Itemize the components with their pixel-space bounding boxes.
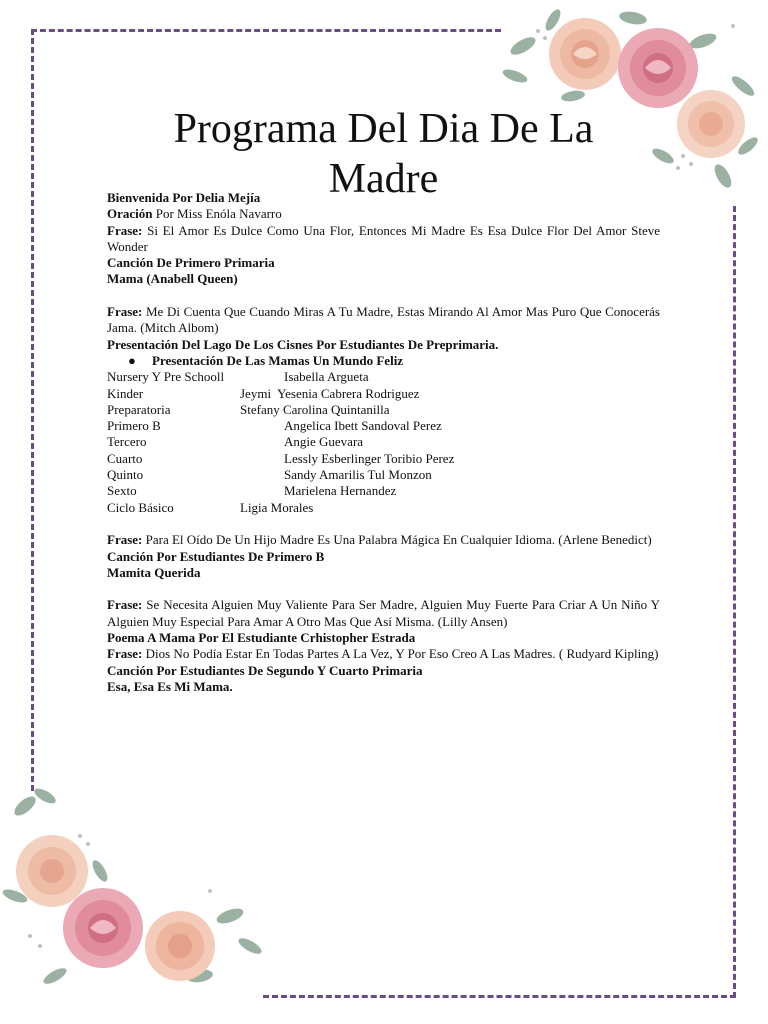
song-name: Mama (Anabell Queen): [107, 271, 238, 287]
participant-grade: Cuarto: [107, 450, 143, 466]
participant-row: [107, 483, 660, 499]
welcome-text: Bienvenida Por Delia Mejía: [107, 190, 261, 205]
frame-border-bottom: [263, 995, 736, 998]
participant-row: [107, 418, 660, 434]
quote-3: [107, 532, 660, 548]
participant-name: Ligia Morales: [240, 499, 314, 515]
participant-row: [107, 500, 660, 516]
participant-name: Angie Guevara: [284, 434, 364, 450]
song-title: Canción De Primero Primaria: [107, 255, 275, 271]
participant-row: [107, 467, 660, 483]
frame-border-top: [31, 29, 501, 32]
quote-text: Dios No Podía Estar En Todas Partes A La Vez, Y Por Eso Creo A Las Madres. ( Rudyard Kipling): [142, 646, 659, 662]
quote-label: Frase:: [107, 222, 143, 238]
participant-name: Sandy Amarilis Tul Monzon: [284, 467, 432, 483]
page-title-line-1: Programa Del Dia De La: [173, 106, 594, 153]
prayer-label: Oración: [107, 206, 153, 222]
participant-grade: Sexto: [107, 483, 137, 499]
participant-name: Jeymi Yesenia Cabrera Rodriguez: [240, 385, 420, 401]
quote-2: [107, 304, 660, 337]
quote-label: Frase:: [107, 646, 143, 662]
frame-border-right: [733, 206, 736, 998]
quote-4: [107, 597, 660, 630]
page-title-line-2: Madre: [328, 156, 439, 203]
quote-text: Me Di Cuenta Que Cuando Miras A Tu Madre, Estas Mirando Al Amor Mas Puro Que Conocerás Jama. (Mitch Albom): [107, 304, 660, 336]
participant-grade: Nursery Y Pre Schooll: [107, 369, 225, 385]
quote-label: Frase:: [107, 597, 143, 613]
welcome-item: [107, 190, 660, 206]
song-name: Mamita Querida: [107, 564, 201, 580]
prayer-text: Por Miss Enóla Navarro: [152, 206, 282, 222]
participant-row: [107, 402, 660, 418]
bullet-icon: ●: [128, 352, 136, 368]
frame-border-left: [31, 29, 34, 791]
song-title: Canción Por Estudiantes De Primero B: [107, 548, 325, 564]
mothers-presentation: [107, 353, 660, 516]
song-3: [107, 663, 660, 696]
poem-item: [107, 630, 660, 646]
participant-name: Isabella Argueta: [284, 369, 369, 385]
prayer-item: [107, 206, 660, 222]
participant-name: Stefany Carolina Quintanilla: [240, 401, 390, 417]
program-content: [107, 190, 660, 712]
participant-grade: Preparatoria: [107, 401, 171, 417]
participant-row: [107, 451, 660, 467]
bullet-text: Presentación De Las Mamas Un Mundo Feliz: [152, 352, 404, 368]
rose-bouquet-icon: [0, 786, 270, 998]
poem-text: Poema A Mama Por El Estudiante Crhistopher Estrada: [107, 630, 416, 646]
participant-grade: Quinto: [107, 467, 144, 483]
participant-row: [107, 386, 660, 402]
quote-label: Frase:: [107, 304, 143, 320]
song-2: [107, 549, 660, 582]
swan-lake-presentation: [107, 337, 660, 353]
song-1: [107, 255, 660, 288]
quote-text: Para El Oído De Un Hijo Madre Es Una Palabra Mágica En Cualquier Idioma. (Arlene Benedict): [142, 532, 652, 548]
participant-name: Lessly Esberlinger Toribio Perez: [284, 450, 455, 466]
participant-grade: Tercero: [107, 434, 147, 450]
participant-grade: Primero B: [107, 418, 161, 434]
presentation-text: Presentación Del Lago De Los Cisnes Por Estudiantes De Preprimaria.: [107, 336, 499, 352]
quote-label: Frase:: [107, 532, 143, 548]
bullet-item: [107, 353, 660, 369]
participant-name: Angelica Ibett Sandoval Perez: [284, 418, 442, 434]
quote-5: [107, 646, 660, 662]
quote-1: [107, 223, 660, 256]
participant-grade: Kinder: [107, 385, 144, 401]
quote-text: Si El Amor Es Dulce Como Una Flor, Entonces Mi Madre Es Esa Dulce Flor Del Amor Steve Wonder: [107, 222, 660, 254]
participant-grade: Ciclo Básico: [107, 499, 174, 515]
song-title: Canción Por Estudiantes De Segundo Y Cuarto Primaria: [107, 662, 423, 678]
participant-row: [107, 369, 660, 385]
participant-name: Marielena Hernandez: [284, 483, 397, 499]
song-name: Esa, Esa Es Mi Mama.: [107, 678, 233, 694]
participant-row: [107, 434, 660, 450]
quote-text: Se Necesita Alguien Muy Valiente Para Ser Madre, Alguien Muy Fuerte Para Criar A Un Niño Y Alguien Muy Especial Para Amar A Otro Mas Que Así Misma. (Lilly Ansen): [107, 597, 660, 629]
